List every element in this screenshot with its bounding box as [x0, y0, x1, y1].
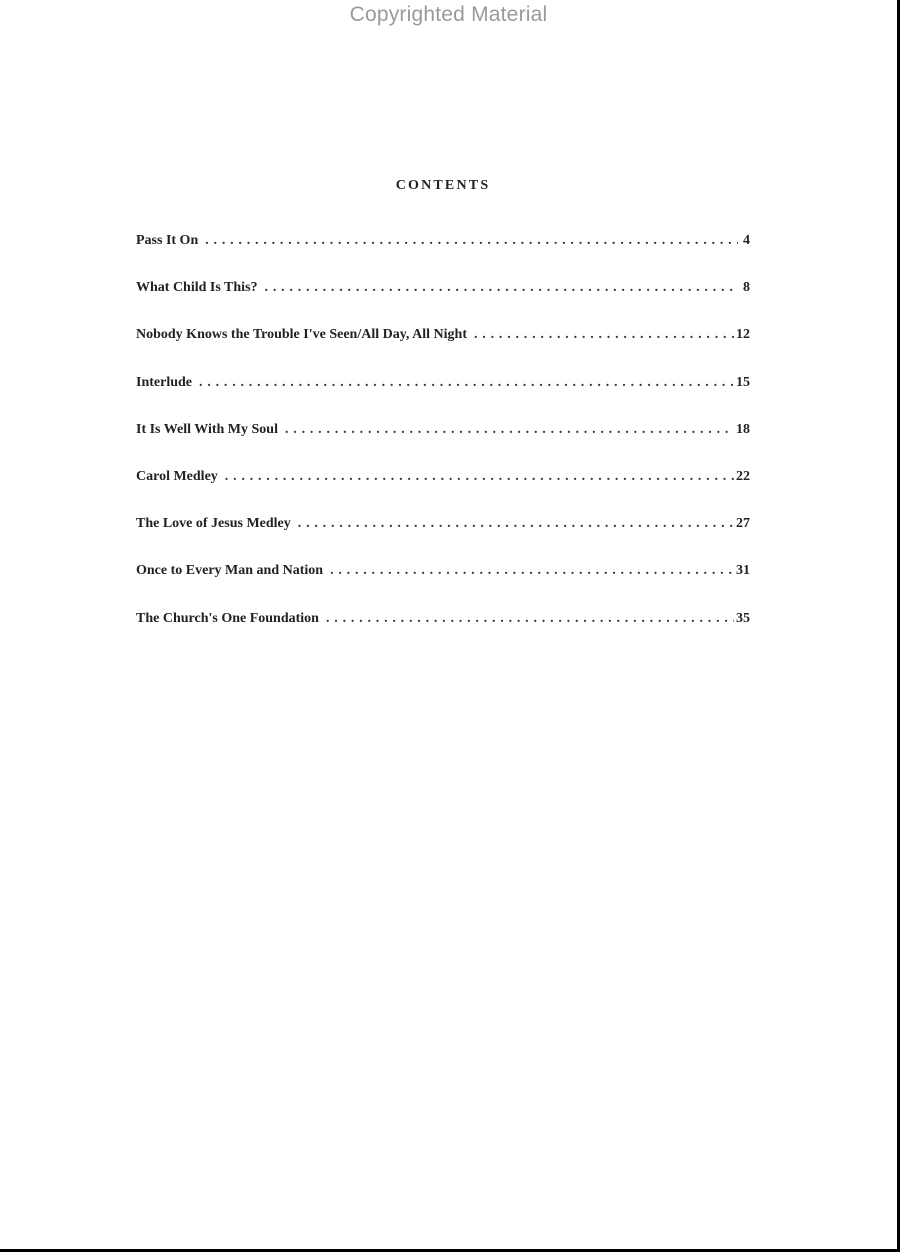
- toc-entry-page: 8: [743, 280, 750, 296]
- toc-entry-interlude[interactable]: [136, 375, 750, 422]
- contents-heading: CONTENTS: [395, 178, 491, 193]
- toc-entry-title: Once to Every Man and Nation: [136, 563, 324, 579]
- table-of-contents: [136, 233, 750, 658]
- toc-dot-leader: [205, 233, 738, 249]
- toc-entry-what-child-is-this[interactable]: [136, 280, 750, 327]
- toc-entry-page: 15: [736, 374, 750, 390]
- toc-entry-page: 4: [743, 233, 750, 248]
- toc-entry-page: 31: [736, 563, 750, 579]
- toc-dot-leader: [285, 422, 734, 438]
- toc-entry-page: 12: [736, 327, 750, 343]
- toc-entry-page: 22: [736, 468, 750, 484]
- toc-entry-churchs-one-foundation[interactable]: [136, 611, 750, 658]
- toc-entry-love-of-jesus-medley[interactable]: [136, 516, 750, 563]
- toc-entry-it-is-well[interactable]: [136, 422, 750, 469]
- toc-entry-title: Pass It On: [136, 233, 199, 248]
- toc-entry-page: 35: [736, 610, 750, 626]
- toc-dot-leader: [326, 611, 734, 627]
- toc-entry-title: Interlude: [136, 374, 192, 390]
- toc-entry-page: 27: [736, 516, 750, 532]
- toc-entry-carol-medley[interactable]: [136, 469, 750, 516]
- toc-entry-title: What Child Is This?: [136, 280, 258, 296]
- toc-entry-pass-it-on[interactable]: [136, 233, 750, 280]
- toc-dot-leader: [474, 327, 734, 343]
- toc-entry-nobody-knows[interactable]: [136, 327, 750, 374]
- toc-dot-leader: [298, 516, 734, 532]
- toc-dot-leader: [199, 375, 734, 391]
- toc-entry-page: 18: [736, 421, 750, 437]
- toc-entry-once-to-every-man[interactable]: [136, 563, 750, 610]
- toc-dot-leader: [225, 469, 734, 485]
- toc-entry-title: Carol Medley: [136, 468, 218, 484]
- toc-entry-title: The Church's One Foundation: [136, 610, 319, 626]
- toc-dot-leader: [330, 563, 734, 579]
- toc-entry-title: Nobody Knows the Trouble I've Seen/All Day, All Night: [136, 327, 467, 343]
- toc-entry-title: It Is Well With My Soul: [136, 421, 278, 437]
- toc-entry-title: The Love of Jesus Medley: [136, 516, 291, 532]
- toc-dot-leader: [265, 280, 738, 296]
- copyright-watermark: Copyrighted Material: [349, 3, 548, 26]
